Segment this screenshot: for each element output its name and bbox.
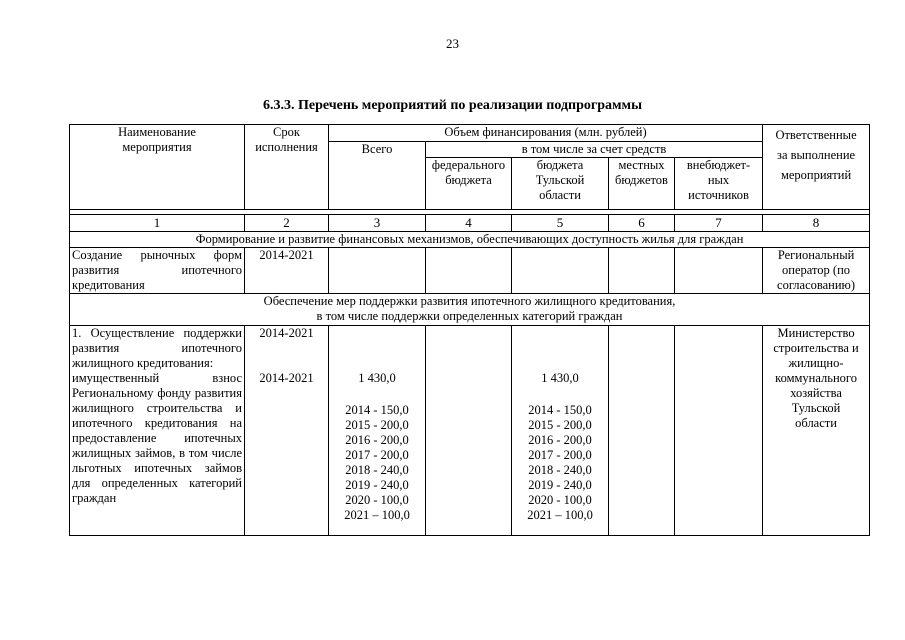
row-extra — [675, 248, 763, 294]
header-extra: внебюджет- ных источников — [675, 158, 763, 210]
page-title: 6.3.3. Перечень мероприятий по реализации подпрограммы — [262, 98, 643, 113]
row-local — [609, 248, 675, 294]
col-number: 6 — [609, 215, 675, 232]
header-term: Срок исполнения — [245, 125, 329, 210]
year-amount: 2018 - 240,0 — [528, 463, 592, 477]
year-amount: 2015 - 200,0 — [528, 418, 592, 432]
col-number: 1 — [70, 215, 245, 232]
header-local: местных бюджетов — [609, 158, 675, 210]
row-responsible: Министерство строительства и жилищно- коммунального хозяйства Тульской области — [763, 326, 870, 536]
header-regional: бюджета Тульской области — [512, 158, 609, 210]
col-number: 2 — [245, 215, 329, 232]
year-amount: 2021 – 100,0 — [527, 508, 593, 522]
row-term-value: 2014-2021 — [259, 371, 314, 385]
year-amount: 2016 - 200,0 — [345, 433, 409, 447]
row-total — [329, 248, 426, 294]
year-amount: 2018 - 240,0 — [345, 463, 409, 477]
row-term — [245, 326, 329, 536]
row-responsible: Региональный оператор (по согласованию) — [763, 248, 870, 294]
row-name: Создание рыночных форм развития ипотечного кредитования — [70, 248, 245, 294]
year-amount: 2021 – 100,0 — [344, 508, 410, 522]
col-number: 8 — [763, 215, 870, 232]
year-amount: 2020 - 100,0 — [345, 493, 409, 507]
year-amount: 2019 - 240,0 — [345, 478, 409, 492]
header-volume: Объем финансирования (млн. рублей) — [329, 125, 763, 142]
section-heading-line: в том числе поддержки определенных категорий граждан — [316, 309, 623, 323]
year-amount: 2015 - 200,0 — [345, 418, 409, 432]
section-heading: Формирование и развитие финансовых механизмов, обеспечивающих доступность жилья для граждан — [70, 232, 870, 248]
row-name-part: имущественный взнос Региональному фонду развития жилищного строительства и ипотечного кредитования на предоставление ипотечных жилищных займов, в том числе льготных ипотечных займов для определенных категорий граждан — [72, 371, 242, 505]
header-total: Всего — [329, 142, 426, 210]
regional-amount: 1 430,0 — [541, 371, 579, 385]
total-amount: 1 430,0 — [358, 371, 396, 385]
year-amount: 2020 - 100,0 — [528, 493, 592, 507]
header-responsible: Ответственные за выполнение мероприятий — [763, 125, 870, 210]
row-regional — [512, 248, 609, 294]
row-total — [329, 326, 426, 536]
row-name-part: 1. Осуществление поддержки развития ипотечного жилищного кредитования: — [72, 326, 242, 370]
row-name — [70, 326, 245, 536]
header-including: в том числе за счет средств — [426, 142, 763, 158]
col-number: 3 — [329, 215, 426, 232]
year-amount: 2019 - 240,0 — [528, 478, 592, 492]
year-amount: 2017 - 200,0 — [345, 448, 409, 462]
row-regional — [512, 326, 609, 536]
section-heading-line: Обеспечение мер поддержки развития ипотечного жилищного кредитования, — [263, 294, 676, 308]
header-name: Наименование мероприятия — [70, 125, 245, 210]
col-number: 5 — [512, 215, 609, 232]
col-number: 4 — [426, 215, 512, 232]
col-number: 7 — [675, 215, 763, 232]
page-number: 23 — [446, 36, 459, 51]
row-federal — [426, 326, 512, 536]
section-heading — [70, 294, 870, 326]
year-amount: 2014 - 150,0 — [345, 403, 409, 417]
row-local — [609, 326, 675, 536]
row-term-value: 2014-2021 — [259, 326, 314, 340]
header-federal: федерального бюджета — [426, 158, 512, 210]
row-extra — [675, 326, 763, 536]
year-amount: 2014 - 150,0 — [528, 403, 592, 417]
row-federal — [426, 248, 512, 294]
measures-table — [69, 124, 870, 536]
row-term: 2014-2021 — [245, 248, 329, 294]
year-amount: 2016 - 200,0 — [528, 433, 592, 447]
year-amount: 2017 - 200,0 — [528, 448, 592, 462]
